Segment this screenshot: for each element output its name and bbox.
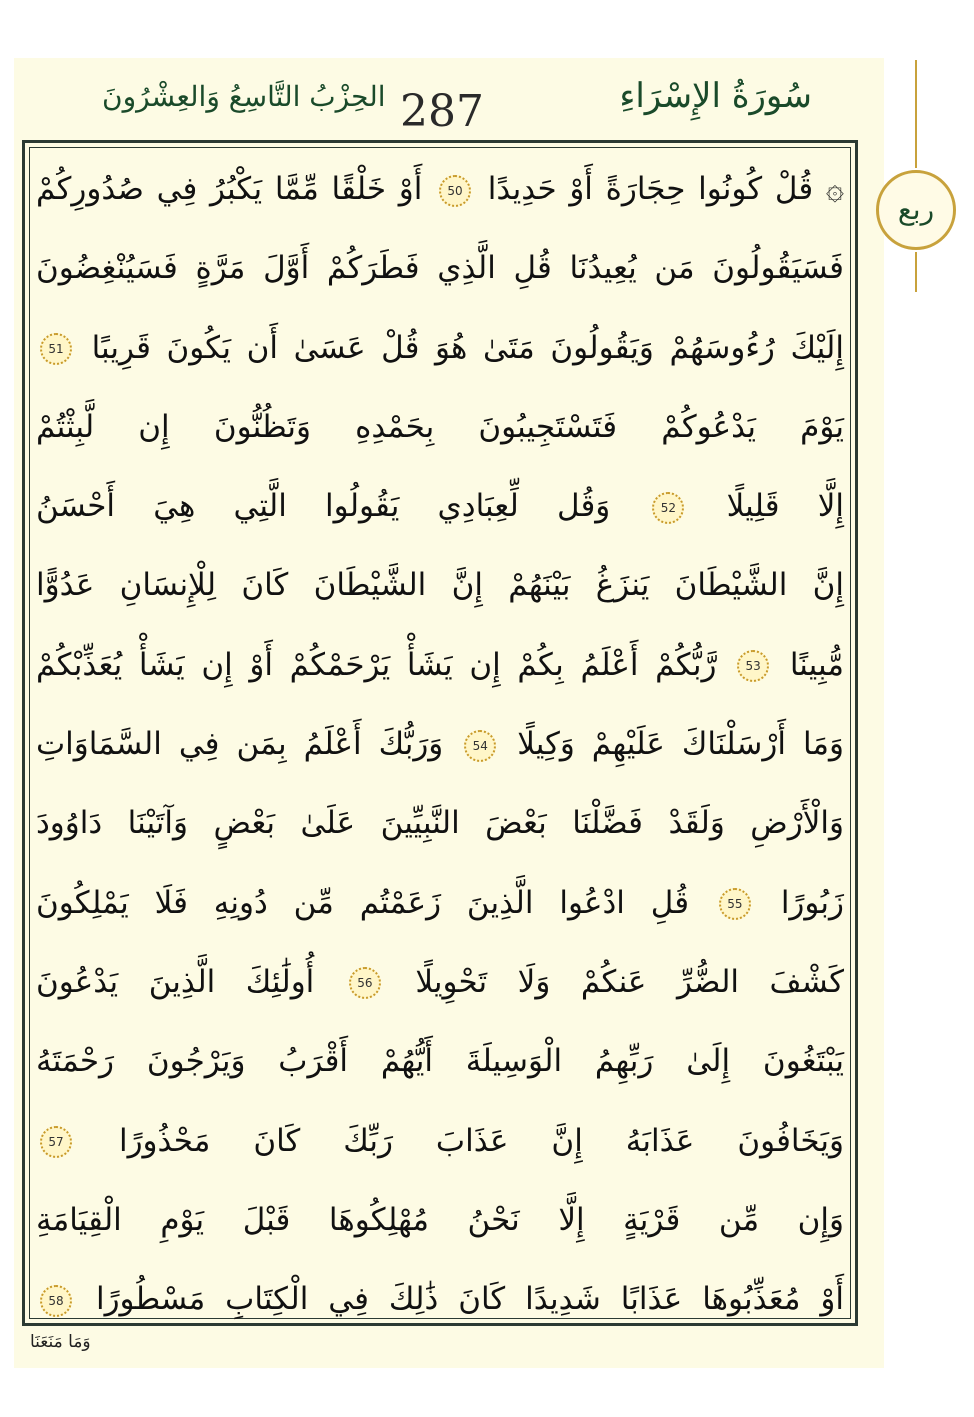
verse-line	[36, 546, 844, 625]
page-header	[22, 66, 862, 138]
verse-text: كَشْفَ الضُّرِّ عَنكُمْ وَلَا تَحْوِيلًا	[415, 963, 845, 1000]
ayah-number-marker: 57	[40, 1126, 72, 1158]
verse-text: وَرَبُّكَ أَعْلَمُ بِمَن فِي السَّمَاوَاتِ	[36, 726, 444, 763]
verse-text: رَّبُّكُمْ أَعْلَمُ بِكُمْ إِن يَشَأْ يَرْحَمْكُمْ أَوْ إِن يَشَأْ يُعَذِّبْكُمْ	[36, 646, 717, 683]
verse-text: وَقُل لِّعِبَادِي يَقُولُوا الَّتِي هِيَ أَحْسَنُ	[36, 488, 611, 525]
verse-line	[36, 150, 844, 229]
verse-line	[36, 943, 844, 1022]
verse-text: إِلَيْكَ رُءُوسَهُمْ وَيَقُولُونَ مَتَىٰ هُوَ قُلْ عَسَىٰ أَن يَكُونَ قَرِيبًا	[91, 329, 844, 366]
ayah-number-marker: 53	[737, 650, 769, 682]
verse-text: وَمَا أَرْسَلْنَاكَ عَلَيْهِمْ وَكِيلًا	[517, 726, 844, 763]
verse-text: يَوْمَ يَدْعُوكُمْ فَتَسْتَجِيبُونَ بِحَمْدِهِ وَتَظُنُّونَ إِن لَّبِثْتُمْ	[36, 408, 844, 445]
hizb-label: الحِزْبُ التَّاسِعُ وَالعِشْرُونَ	[102, 80, 386, 113]
verse-text: يَبْتَغُونَ إِلَىٰ رَبِّهِمُ الْوَسِيلَةَ أَيُّهُمْ أَقْرَبُ وَيَرْجُونَ رَحْمَتَهُ	[36, 1043, 844, 1080]
verse-line	[36, 388, 844, 467]
quarter-marker: ربع	[876, 170, 956, 250]
ornament-stem-top	[915, 60, 917, 168]
verse-line	[36, 1260, 844, 1339]
verse-line	[36, 784, 844, 863]
ayah-number-marker: 58	[40, 1285, 72, 1317]
ayah-number-marker: 55	[719, 888, 751, 920]
verse-text: إِلَّا قَلِيلًا	[726, 488, 844, 525]
verse-text: قُلِ ادْعُوا الَّذِينَ زَعَمْتُم مِّن دُونِهِ فَلَا يَمْلِكُونَ	[36, 884, 690, 921]
ayah-number-marker: 52	[652, 492, 684, 524]
verse-line	[36, 309, 844, 388]
verse-text: إِنَّ الشَّيْطَانَ يَنزَغُ بَيْنَهُمْ إِنَّ الشَّيْطَانَ كَانَ لِلْإِنسَانِ عَدُوًّا	[36, 567, 844, 604]
verse-text: وَيَخَافُونَ عَذَابَهُ إِنَّ عَذَابَ رَبِّكَ كَانَ مَحْذُورًا	[118, 1122, 844, 1159]
verse-text: أَوْ خَلْقًا مِّمَّا يَكْبُرُ فِي صُدُورِكُمْ	[36, 171, 423, 207]
quarter-ornament	[870, 60, 964, 290]
verse-text: فَسَيَقُولُونَ مَن يُعِيدُنَا قُلِ الَّذِي فَطَرَكُمْ أَوَّلَ مَرَّةٍ فَسَيُنْغِضُونَ	[36, 250, 844, 287]
verse-text: أُولَٰئِكَ الَّذِينَ يَدْعُونَ	[36, 963, 315, 1000]
page-number: 287	[400, 86, 484, 137]
verse-line	[36, 229, 844, 308]
ayah-number-marker: 51	[40, 333, 72, 365]
ayah-number-marker: 56	[349, 967, 381, 999]
verse-text: وَالْأَرْضِ وَلَقَدْ فَضَّلْنَا بَعْضَ النَّبِيِّينَ عَلَىٰ بَعْضٍ وَآتَيْنَا دَاوُودَ	[36, 805, 844, 842]
catchword: وَمَا مَنَعَنَا	[30, 1332, 91, 1352]
verse-text: ۞ قُلْ كُونُوا حِجَارَةً أَوْ حَدِيدًا	[487, 171, 844, 207]
ayah-number-marker: 50	[439, 175, 471, 207]
verse-lines	[36, 150, 844, 1339]
verse-text: أَوْ مُعَذِّبُوهَا عَذَابًا شَدِيدًا كَانَ ذَٰلِكَ فِي الْكِتَابِ مَسْطُورًا	[95, 1281, 844, 1318]
ayah-number-marker: 54	[464, 730, 496, 762]
verse-text: مُّبِينًا	[789, 646, 844, 683]
verse-line	[36, 705, 844, 784]
verse-text: زَبُورًا	[780, 884, 845, 921]
ornament-stem-bottom	[915, 252, 917, 292]
verse-line	[36, 626, 844, 705]
verse-line	[36, 1022, 844, 1101]
verse-line	[36, 467, 844, 546]
verse-line	[36, 1102, 844, 1181]
verse-text: وَإِن مِّن قَرْيَةٍ إِلَّا نَحْنُ مُهْلِكُوهَا قَبْلَ يَوْمِ الْقِيَامَةِ	[36, 1201, 844, 1238]
surah-name: سُورَةُ الإِسْرَاءِ	[619, 76, 812, 116]
verse-line	[36, 864, 844, 943]
verse-line	[36, 1181, 844, 1260]
